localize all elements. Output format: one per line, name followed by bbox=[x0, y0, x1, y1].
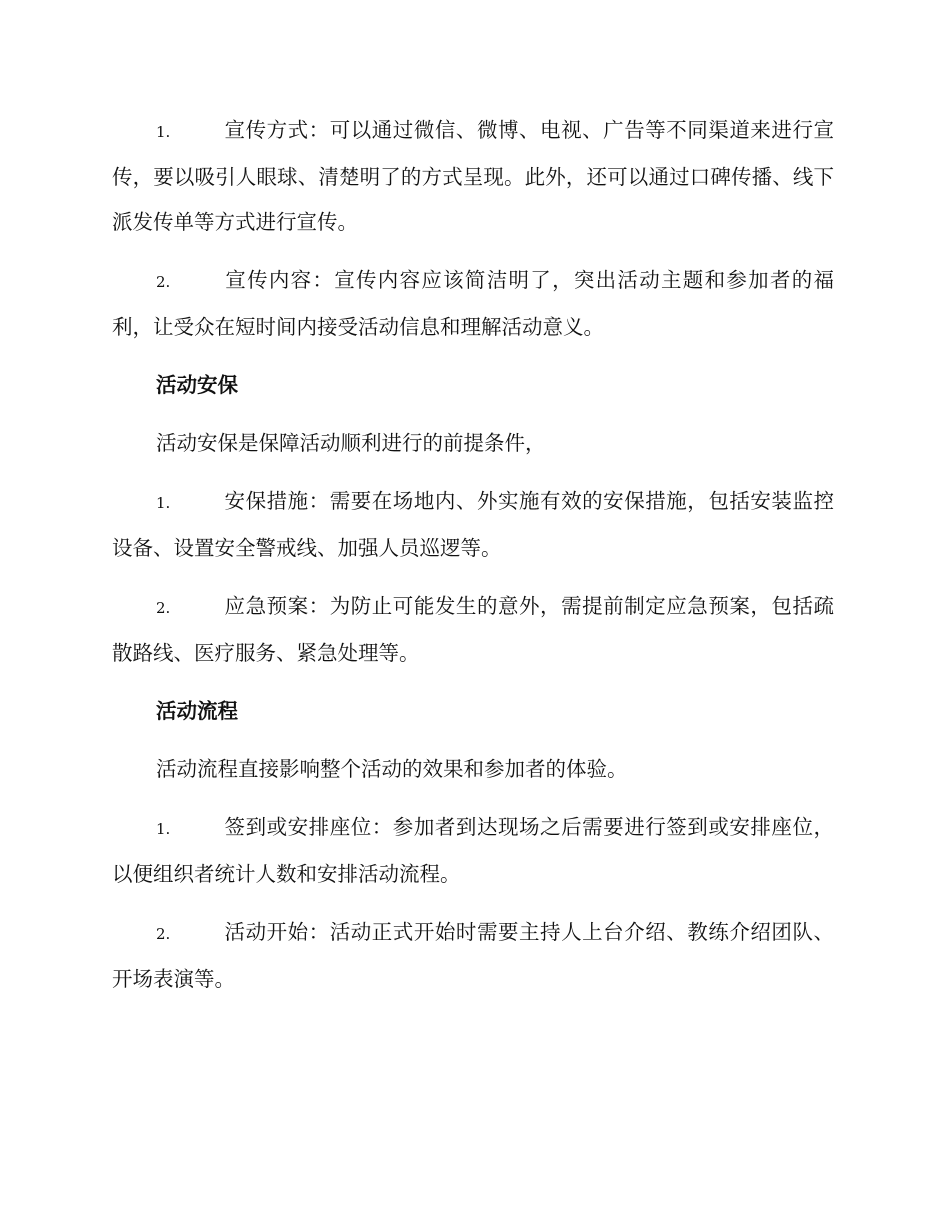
list-item-event-start bbox=[112, 910, 834, 1002]
list-number: 1. bbox=[156, 494, 171, 512]
list-item-publicity-method bbox=[112, 108, 834, 245]
list-number: 2. bbox=[156, 925, 171, 943]
list-item-check-in bbox=[112, 805, 834, 897]
list-number: 1. bbox=[156, 123, 171, 141]
list-item-text: 宣传方式：可以通过微信、微博、电视、广告等不同渠道来进行宣传，要以吸引人眼球、清楚明了的方式呈现。此外，还可以通过口碑传播、线下派发传单等方式进行宣传。 bbox=[112, 118, 834, 234]
list-number: 2. bbox=[156, 273, 171, 291]
list-item-publicity-content bbox=[112, 258, 834, 350]
section-intro-process: 活动流程直接影响整个活动的效果和参加者的体验。 bbox=[156, 757, 628, 781]
list-item-text: 应急预案：为防止可能发生的意外，需提前制定应急预案，包括疏散路线、医疗服务、紧急处理等。 bbox=[112, 594, 834, 665]
list-item-emergency-plan bbox=[112, 584, 834, 676]
document-body bbox=[112, 108, 834, 1015]
list-item-text: 活动开始：活动正式开始时需要主持人上台介绍、教练介绍团队、开场表演等。 bbox=[112, 920, 834, 991]
list-item-text: 安保措施：需要在场地内、外实施有效的安保措施，包括安装监控设备、设置安全警戒线、加强人员巡逻等。 bbox=[112, 489, 834, 560]
section-intro-security: 活动安保是保障活动顺利进行的前提条件， bbox=[156, 431, 546, 455]
list-item-text: 宣传内容：宣传内容应该简洁明了，突出活动主题和参加者的福利，让受众在短时间内接受活动信息和理解活动意义。 bbox=[112, 268, 834, 339]
list-item-security-measures bbox=[112, 479, 834, 571]
list-number: 1. bbox=[156, 820, 171, 838]
list-number: 2. bbox=[156, 599, 171, 617]
section-heading-process: 活动流程 bbox=[156, 699, 238, 723]
section-heading-security: 活动安保 bbox=[156, 373, 238, 397]
list-item-text: 签到或安排座位：参加者到达现场之后需要进行签到或安排座位，以便组织者统计人数和安排活动流程。 bbox=[112, 815, 834, 886]
